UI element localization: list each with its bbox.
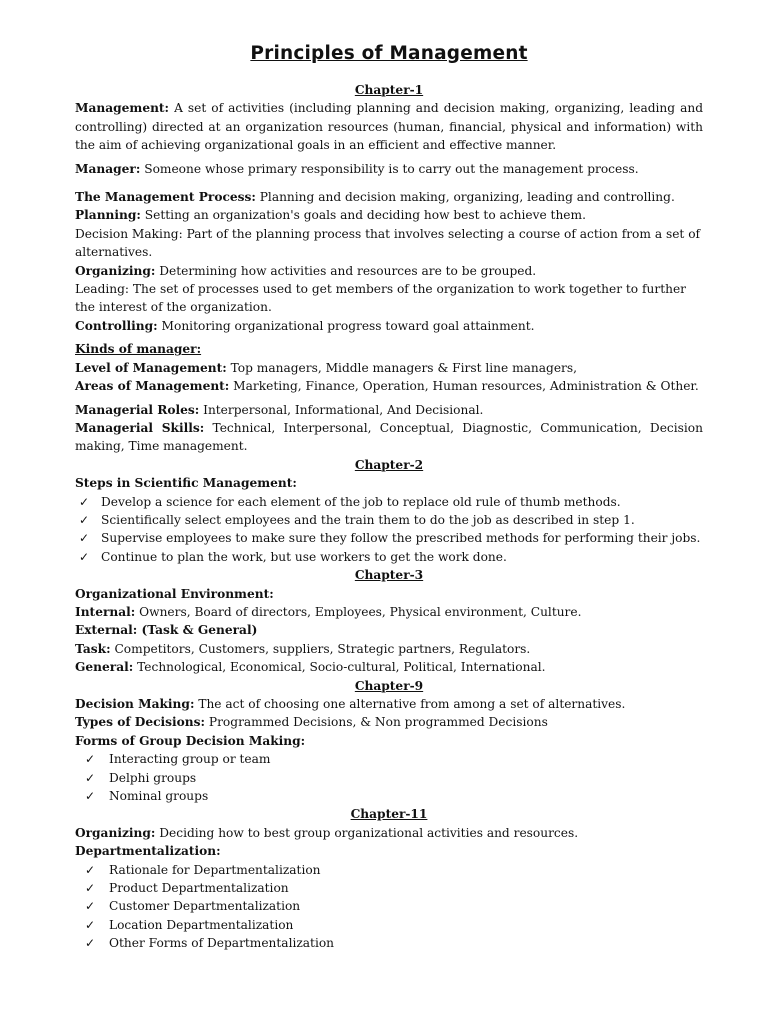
list-item-text: Supervise employees to make sure they follow the prescribed methods for performing their jobs. — [101, 531, 701, 546]
definition: Top managers, Middle managers & First line managers, — [226, 360, 578, 375]
list-item-text: Rationale for Departmentalization — [109, 862, 321, 877]
definition: Competitors, Customers, suppliers, Strategic partners, Regulators. — [110, 641, 531, 656]
term: Managerial Skills: — [75, 420, 205, 435]
list-item-text: Scientifically select employees and the train them to do the job as described in step 1. — [101, 512, 635, 527]
check-icon: ✓ — [79, 512, 90, 527]
group-decision-forms-heading: Forms of Group Decision Making: — [75, 733, 306, 748]
definition: The act of choosing one alternative from among a set of alternatives. — [194, 697, 626, 711]
check-icon: ✓ — [85, 789, 96, 804]
definition: Interpersonal, Informational, And Decisional. — [199, 402, 484, 417]
definition: Monitoring organizational progress toward goal attainment. — [157, 318, 535, 333]
list-item — [79, 511, 703, 529]
chapter-3-heading: Chapter-3 — [354, 568, 424, 583]
term: General: — [75, 660, 134, 675]
list-item — [79, 529, 703, 547]
list-item-text: Continue to plan the work, but use workers to get the work done. — [101, 549, 507, 564]
internal-environment — [75, 603, 703, 621]
term: Manager: — [75, 161, 141, 176]
planning-definition — [75, 206, 703, 224]
controlling-definition — [75, 317, 703, 335]
check-icon: ✓ — [85, 936, 96, 951]
term: The Management Process: — [75, 190, 256, 205]
departmentalization-heading: Departmentalization: — [75, 844, 221, 859]
term: Internal: — [75, 604, 136, 619]
scientific-management-heading: Steps in Scientific Management: — [75, 476, 297, 491]
organizing-ch11 — [75, 824, 703, 842]
list-item-text: Customer Departmentalization — [109, 899, 301, 914]
leading-definition: Leading: The set of processes used to get members of the organization to work together to further the interest of the organization. — [75, 282, 686, 315]
list-item — [79, 769, 703, 787]
organizing-definition — [75, 262, 703, 280]
term: Task: — [75, 641, 111, 656]
management-definition — [75, 99, 703, 154]
chapter-1-heading: Chapter-1 — [354, 83, 424, 97]
list-item-text: Delphi groups — [109, 770, 197, 785]
task-environment — [75, 640, 703, 658]
term: Controlling: — [75, 318, 158, 333]
chapter-9-heading: Chapter-9 — [354, 678, 424, 693]
list-item — [79, 897, 703, 915]
list-item — [79, 934, 703, 952]
list-item-text: Product Departmentalization — [109, 881, 289, 896]
term: Level of Management: — [75, 360, 227, 375]
term: Areas of Management: — [75, 379, 230, 394]
check-icon: ✓ — [85, 917, 96, 932]
types-of-decisions — [75, 713, 703, 731]
check-icon: ✓ — [85, 752, 96, 767]
term: Management: — [75, 101, 170, 116]
definition: Setting an organization's goals and deciding how best to achieve them. — [140, 208, 586, 223]
organizational-environment-heading: Organizational Environment: — [75, 586, 274, 601]
list-item — [79, 750, 703, 768]
term: Managerial Roles: — [75, 402, 200, 417]
external-environment-heading: External: (Task & General) — [75, 623, 258, 638]
definition: Technical, Interpersonal, Conceptual, Diagnostic, Communication, Decision making, Time management. — [75, 420, 703, 454]
decision-making-ch9 — [75, 695, 703, 713]
general-environment — [75, 658, 703, 676]
list-item-text: Interacting group or team — [109, 752, 271, 767]
definition: Determining how activities and resources are to be grouped. — [155, 263, 537, 278]
check-icon: ✓ — [79, 549, 90, 564]
list-item — [79, 916, 703, 934]
term: Decision Making: — [75, 697, 195, 711]
list-item-text: Nominal groups — [109, 789, 209, 804]
definition: Owners, Board of directors, Employees, Physical environment, Culture. — [135, 604, 582, 619]
definition: Someone whose primary responsibility is to carry out the management process. — [140, 161, 639, 176]
kinds-of-manager-heading: Kinds of manager: — [75, 342, 202, 357]
definition: Technological, Economical, Socio-cultural, Political, International. — [133, 660, 546, 675]
definition: Planning and decision making, organizing, leading and controlling. — [255, 190, 675, 205]
check-icon: ✓ — [85, 881, 96, 896]
list-item — [79, 493, 703, 511]
term: Planning: — [75, 208, 141, 223]
list-item — [79, 879, 703, 897]
levels-of-management — [75, 359, 703, 377]
managerial-roles — [75, 401, 703, 419]
list-item — [79, 861, 703, 879]
term: Organizing: — [75, 825, 156, 840]
management-process-definition — [75, 188, 703, 206]
decision-making-definition: Decision Making: Part of the planning process that involves selecting a course of action from a set of alternatives. — [75, 226, 701, 260]
definition: Programmed Decisions, & Non programmed Decisions — [205, 715, 548, 730]
definition: Deciding how to best group organizational activities and resources. — [155, 825, 579, 840]
list-item — [79, 787, 703, 805]
document-title: Principles of Management — [250, 43, 528, 64]
manager-definition — [75, 160, 703, 178]
list-item-text: Develop a science for each element of the job to replace old rule of thumb methods. — [101, 494, 621, 509]
check-icon: ✓ — [85, 899, 96, 914]
chapter-11-heading: Chapter-11 — [350, 807, 428, 822]
areas-of-management — [75, 377, 703, 395]
group-decision-forms — [75, 750, 703, 805]
term: Types of Decisions: — [75, 715, 206, 730]
chapter-2-heading: Chapter-2 — [354, 457, 424, 472]
definition: A set of activities (including planning and decision making, organizing, leading and controlling) directed at an organization resources (human, financial, physical and information) with the aim of achieving organizational goals in an efficient and effective manner. — [75, 101, 703, 153]
check-icon: ✓ — [85, 862, 96, 877]
list-item-text: Location Departmentalization — [109, 917, 294, 932]
check-icon: ✓ — [79, 531, 90, 546]
check-icon: ✓ — [79, 494, 90, 509]
check-icon: ✓ — [85, 770, 96, 785]
definition: Marketing, Finance, Operation, Human resources, Administration & Other. — [229, 379, 699, 394]
list-item-text: Other Forms of Departmentalization — [109, 936, 335, 951]
term: Organizing: — [75, 263, 156, 278]
document-page — [75, 42, 703, 953]
scientific-management-steps — [75, 493, 703, 567]
departmentalization-list — [75, 861, 703, 953]
list-item — [79, 548, 703, 566]
managerial-skills — [75, 419, 703, 456]
